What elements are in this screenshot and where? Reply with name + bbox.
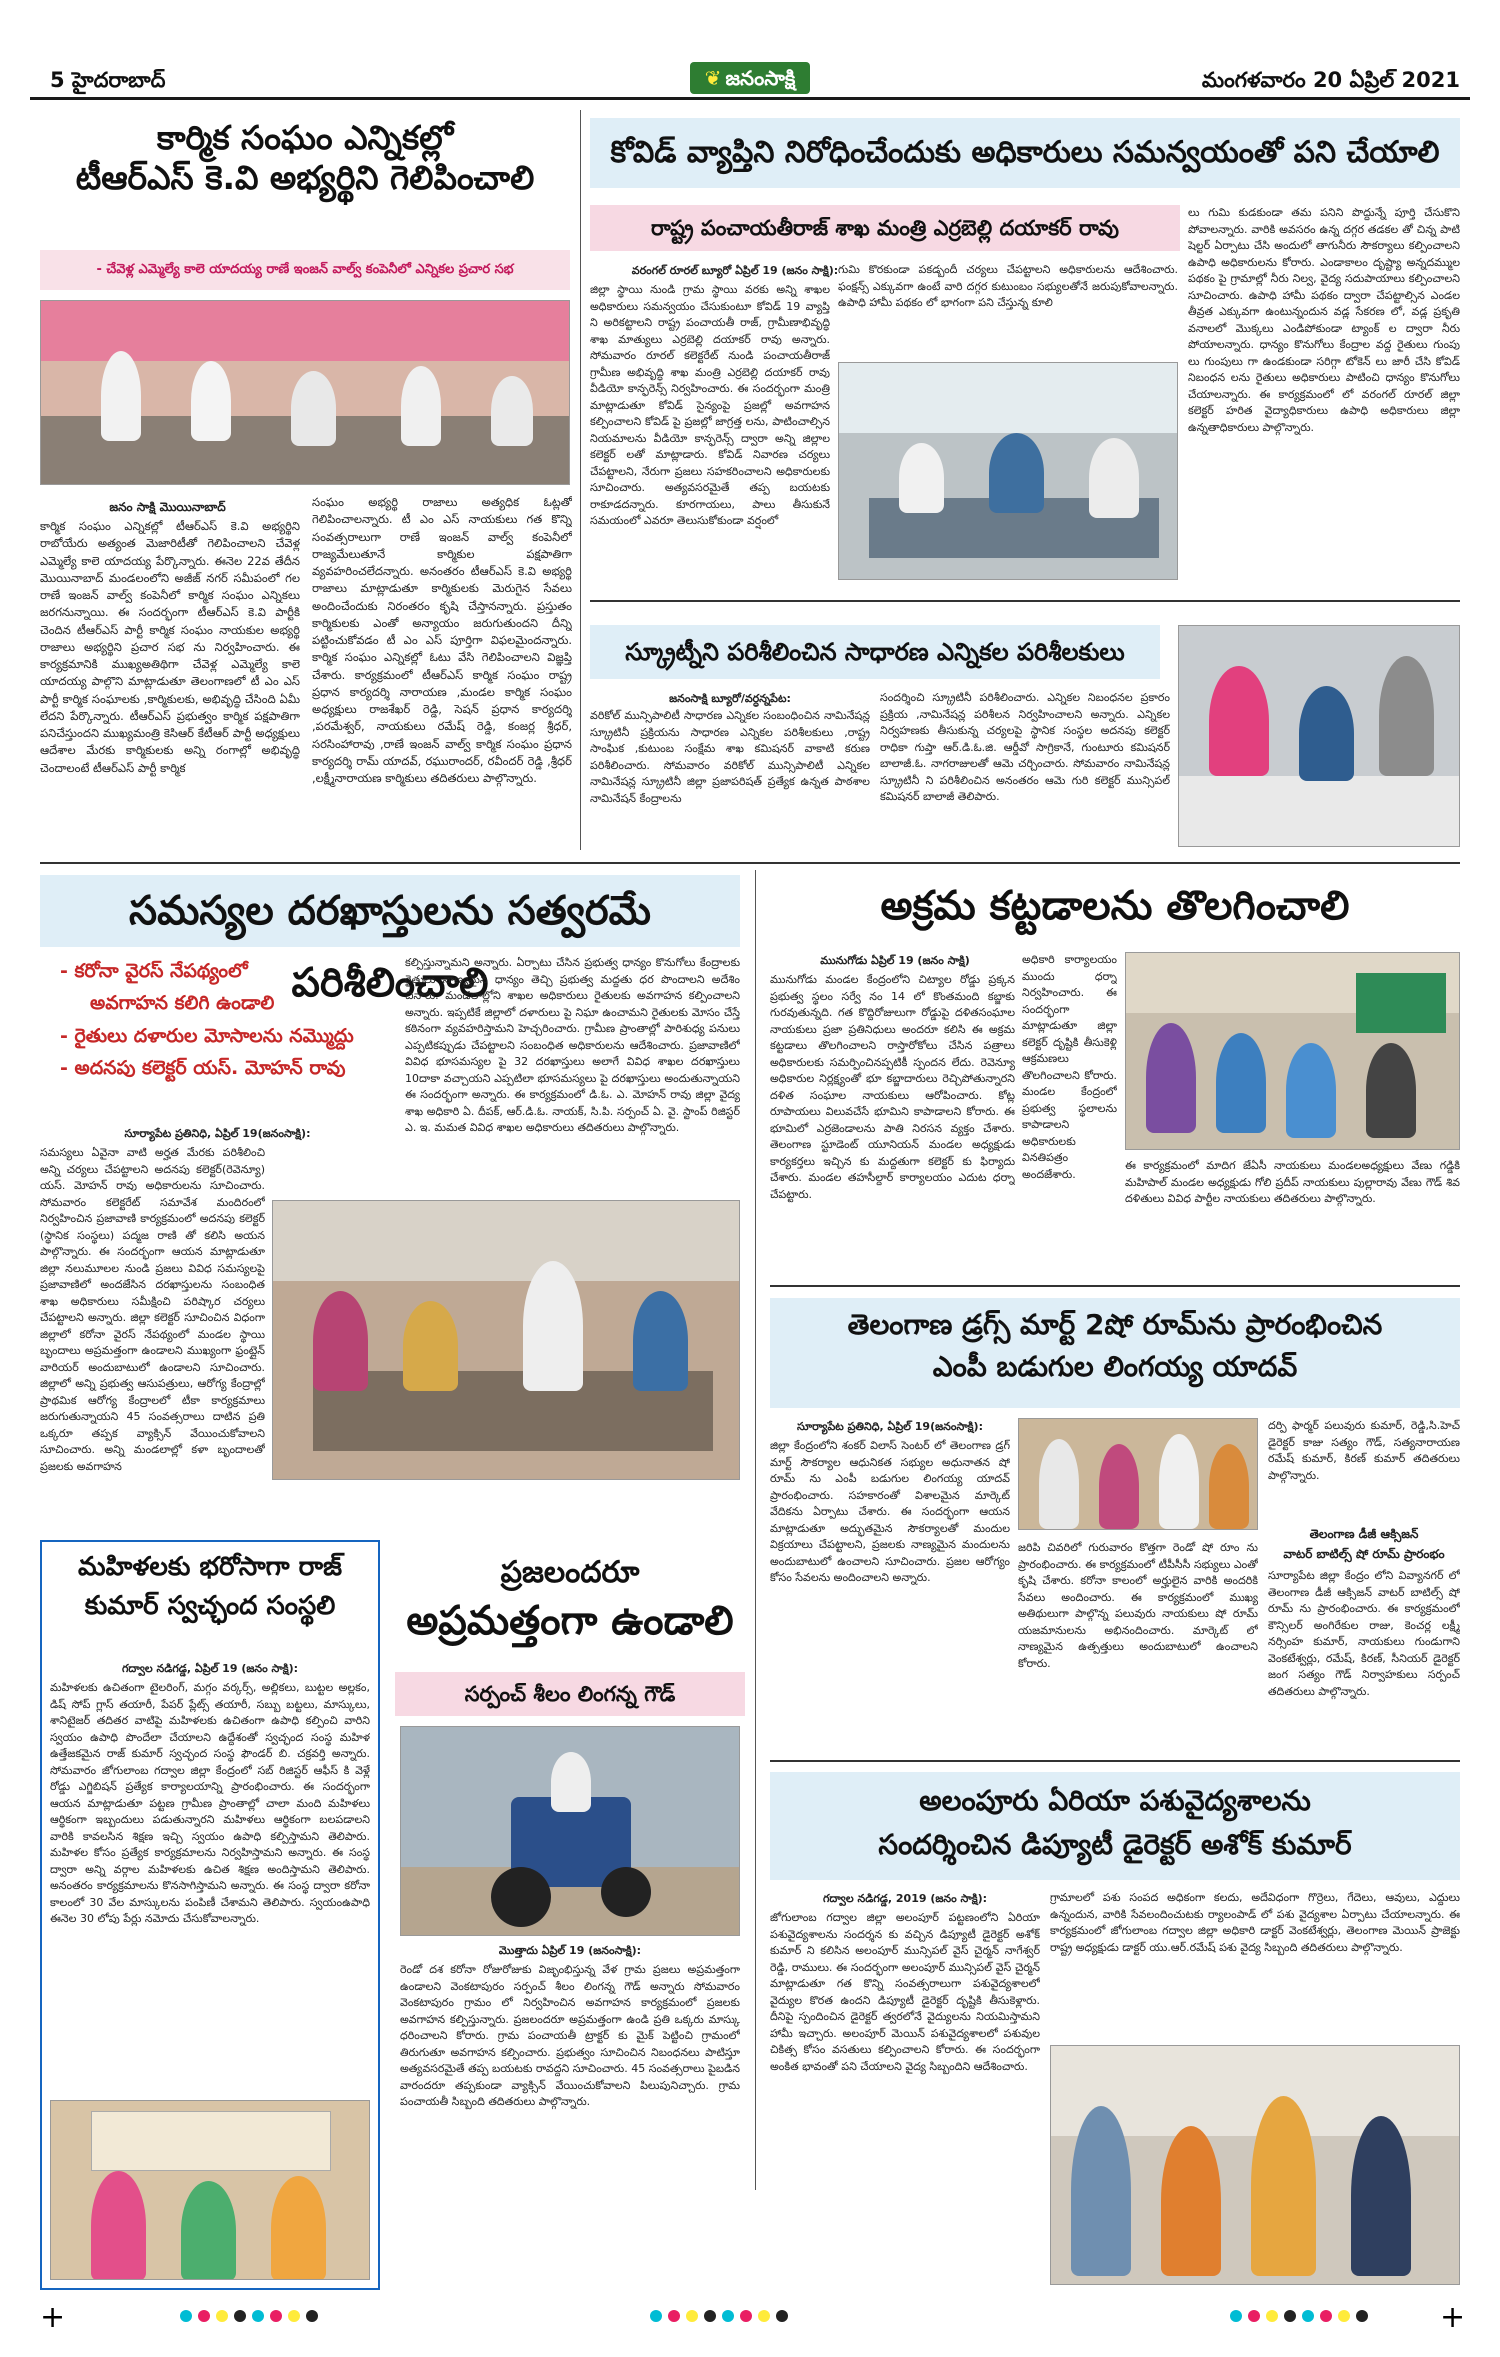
a4-photo <box>272 1200 740 1480</box>
a2-dateline: వరంగల్ రూరల్ బ్యూరో ఏప్రిల్ 19 (జనం సాక్షి): <box>631 264 839 277</box>
logo-text: జనంసాక్షి <box>725 66 796 90</box>
a6-title-line1: తెలంగాణ డ్రగ్స్ మార్ట్ 2షో రూమ్‌ను ప్రారంభించిన <box>847 1308 1383 1341</box>
a3-body-right: సందర్శించి స్క్రూటినీ పరిశీలించారు. ఎన్నికల నిబంధనల ప్రకారం ప్రక్రియ ,నామినేషన్ల పరిశీలన నిర్వహించాలని అన్నారు. ఎన్నికల నిర్వహణకు తీసుకున్న చర్యలపై స్థానిక సంస్థల అదనపు కలెక్టర్ రాధికా గుప్తా ఆర్.డి.ఓ.జి. ఆర్డీవో సాగ్రికానే, గుంటూరు కమిషనర్ బాలాజీ.ఓ. నాగరాజులతో ఆమె చర్చించారు. సోమవారం నామినేషన్ల స్క్రూటినీ ని పరిశీలించిన అనంతరం ఆమె గురి కలెక్టర్ మున్సిపల్ కమిషనర్ బాలాజీ తెలిపారు. <box>880 691 1170 803</box>
a9-dateline: గద్వాల నడిగడ్డ, 2019 (జనం సాక్షి): <box>822 1892 988 1905</box>
a9-photo <box>1050 2045 1460 2285</box>
a8-deck: సర్పంచ్ శీలం లింగన్న గౌడ్ <box>395 1672 745 1716</box>
a4-bullet-2: అవగాహన కలిగి ఉండాలి <box>90 992 275 1015</box>
a2-photo <box>838 362 1178 580</box>
print-registration-bar <box>30 2300 1470 2340</box>
a3-body-left: వరికోల్ మున్సిపాలిటీ సాధారణ ఎన్నికల సంబంధించిన నామినేషన్ల స్క్రూటినీ ప్రక్రియను సాధారణ ఎన్నికల పరిశీలకులు ,రాష్ట్ర సాంఘిక ,కుటుంబ సంక్షేమ శాఖ కమిషనర్ వాకాటి కరుణ పరిశీలించారు. సోమవారం వరికోల్ మున్సిపాలిటీ ఎన్నికల నామినేషన్ల స్క్రూటినీ జిల్లా ప్రజాపరిషత్ ప్రత్యేక ఉన్నత పాఠశాల నామినేషన్ కేంద్రాలను <box>590 709 870 805</box>
a7-body: మహిళలకు ఉచితంగా టైలరింగ్, మగ్గం వర్కర్స్, అల్లికలు, బుట్టల అల్లకం, డిష్ సోప్ గ్లాస్ తయారీ, పేపర్ ప్లేట్స్ తయారీ, సబ్బు బట్టలు, మాస్కులు, శానిటైజర్ తదితర వాటిపై మహిళలకు ఉచితంగా ఉపాధి కల్పించి వారిని స్వయం ఉపాధి పొందేలా చేయాలని ఉద్దేశంతో స్వచ్ఛంద సంస్థ మహిళ ఉత్తేజకమైన రాజ్ కుమార్ స్వచ్ఛంద సంస్థ ఫౌండర్ బి. చక్రవర్తి అన్నారు. సోమవారం జోగులాంబ గద్వాల జిల్లా కేంద్రంలో సబ్ రిజిస్టర్ ఆఫీస్ కి వెళ్లే రోడ్డు ఎగ్జిబిషన్ ప్రత్యేక కార్యాలయాన్ని ప్రారంభించారు. ఈ సందర్భంగా ఆయన మాట్లాడుతూ పట్టణ గ్రామీణ ప్రాంతాల్లో చాలా మంది మహిళలు ఆర్థికంగా ఇబ్బందులు పడుతున్నారని మహిళలు ఆర్థికంగా బలపడాలని వారికి కావలసిన శిక్షణ ఇచ్చి స్వయం ఉపాధి కల్పిస్తామని తెలిపారు. మహిళల కోసం ప్రత్యేక కార్యక్రమాలను నిర్వహిస్తామని అన్నారు. ఈ సంస్థ ద్వారా అన్ని వర్గాల మహిళలకు ఉచిత శిక్షణ అందిస్తామని తెలిపారు. అనంతరం కార్యక్రమాలను కొనసాగిస్తామని అన్నారు. ఈ సంస్థ ద్వారా కరోనా కాలంలో 30 వేల మాస్కులను పంపిణీ చేశామని తెలిపారు. స్వయంఉపాధి ఈనెల 30 లోపు పేర్లు నమోదు చేసుకోవాలన్నారు. <box>50 1681 370 1925</box>
column-rule-2 <box>755 870 756 2190</box>
a9-title-line2: సందర్శించిన డిప్యూటీ డైరెక్టర్ అశోక్ కుమార్ <box>878 1827 1352 1861</box>
a2-body-right: లు గుమి కుడకుండా తమ పనిని పొద్దున్నే పూర్తి చేసుకొని పోవాలన్నారు. వారికి అవసరం ఉన్న దగ్గర తడకల తో చిన్న పాటి షెల్టర్ ఏర్పాటు చేసి అందులో తాగునీరు సౌకర్యాలు కల్పించాలని ఉపాధి అధికారులను కోరారు. ఎండాకాలం దృష్ట్యా అన్నదమ్ముల పథకం పై గ్రామాల్లో నీరు నిల్వ, వైద్య సదుపాయాలు కల్పించాలని సూచించారు. ఉపాధి హామీ పథకం ద్వారా చేపట్టాల్సిన ఎండల తీవ్రత ఎక్కువగా ఉంటున్నందున వడ్ల సేకరణ లో, వడ్ల ప్రకృతి వనాలలో మొక్కలు ఎండిపోకుండా ట్యాంక్ ల ద్వారా నీరు పోయాలన్నారు. ధాన్యం కొనుగోలు కేంద్రాల వద్ద రైతులు గుంపు లు గుంపులు గా ఉండకుండా సరిగ్గా టోకెన్ లు జారీ చేసి కోవిడ్ నిబంధన లను రైతులు అధికారులు పాటించి ధాన్యం కొనుగోలు చేయాలన్నారు. ఈ కార్యక్రమంలో లో వరంగల్ రూరల్ జిల్లా కలెక్టర్ హరిత వైద్యాధికారులు ఉపాధి అధికారులు జిల్లా ఉన్నతాధికారులు పాల్గొన్నారు. <box>1188 206 1460 434</box>
a5-body-right: ఈ కార్యక్రమంలో మాదిగ జేఏసీ నాయకులు మండలఅధ్యక్షులు వేణు గడ్డికి మహిపాల్ మండల అధ్యక్షుడు గోలి ప్రదీప్ నాయకులు పుల్లారావు వేణు గౌడ్ శివ దళితులు వివిధ పార్టీల నాయకులు తదితరులు పాల్గొన్నారు. <box>1125 1159 1460 1205</box>
a5-photo <box>1125 952 1460 1150</box>
a9-headline <box>770 1772 1460 1880</box>
a3-dateline: జనంసాక్షి బ్యూరో/వర్ధన్నపేట: <box>669 692 791 705</box>
a9-title-line1: అలంపూరు ఏరియా పశువైద్యశాలను <box>919 1784 1311 1817</box>
a1-dateline: జనం సాక్షి మొయినాబాద్ <box>109 500 226 514</box>
registration-mark-icon: + <box>40 2300 66 2335</box>
a7-title-line2: కుమార్ స్వచ్ఛంద సంస్థలి <box>84 1591 336 1622</box>
leaf-icon: ❦ <box>704 66 722 90</box>
section-divider-2 <box>40 862 1460 864</box>
a2-body-left: జిల్లా స్థాయి నుండి గ్రామ స్థాయి వరకు అన్ని శాఖల అధికారులు సమన్వయం చేసుకుంటూ కోవిడ్ 19 వ్యాప్తి ని అరికట్టాలని రాష్ట్ర పంచాయతీ రాజ్, గ్రామీణాభివృద్ధి శాఖ మాత్యులు ఎర్రబెల్లి దయాకర్ రావు అన్నారు. సోమవారం రూరల్ కలెక్టరేట్ నుండి పంచాయతీరాజ్ గ్రామీణ అభివృద్ధి శాఖ మంత్రి ఎర్రబెల్లి దయాకర్ రావు వీడియో కాన్ఫరెన్స్ నిర్వహించారు. ఈ సందర్భంగా మంత్రి మాట్లాడుతూ కోవిడ్ సైన్యంపై ప్రజల్లో అవగాహన కల్పించాలని కోవిడ్ పై ప్రజల్లో జాగ్రత్త లను, పాటించాల్సిన నియమాలను వీడియో కాన్ఫరెన్స్ ద్వారా అన్ని జిల్లాల కలెక్టర్ లతో మాట్లాడారు. కోవిడ్ నివారణ చర్యలు చేపట్టాలని, నేరుగా ప్రజలు సహకరించాలని అధికారులకు సూచించారు. అత్యవసరమైతే తప్ప బయటకు రాకూడదన్నారు. కూరగాయలు, పాలు తీసుకునే సమయంలో ఎవరూ తెలుసుకోకుండా వర్షంలో <box>590 283 830 527</box>
a7-headline <box>45 1552 375 1622</box>
a6-subhead-1: తెలంగాణ డీజీ ఆక్సిజన్ <box>1309 1527 1419 1541</box>
a4-headline: సమస్యల దరఖాస్తులను సత్వరమే పరిశీలించాలి <box>40 875 740 947</box>
masthead <box>30 62 1470 100</box>
section-divider <box>590 600 1460 602</box>
a1-headline <box>40 118 570 197</box>
a6-photo-1 <box>1018 1418 1258 1530</box>
a4-bullets <box>60 955 400 1125</box>
a6-title-line2: ఎంపీ బడుగుల లింగయ్య యాదవ్ <box>932 1349 1298 1383</box>
a8-photo <box>400 1726 740 1936</box>
a1-title-line2: టీఆర్ఎస్ కె.వి అభ్యర్థిని గెలిపించాలి <box>75 157 535 197</box>
a5-headline: అక్రమ కట్టడాలను తొలగించాలి <box>880 883 1350 929</box>
a3-photo <box>1178 625 1460 847</box>
a4-dateline: సూర్యాపేట ప్రతినిధి, ఏప్రిల్ 19(జనంసాక్షి): <box>124 1127 311 1140</box>
registration-mark-icon: + <box>1440 2300 1466 2335</box>
a5-dateline: మునుగోడు ఏప్రిల్ 19 (జనం సాక్షి) <box>820 954 970 967</box>
a8-headline <box>395 1555 745 1645</box>
a1-photo <box>40 300 570 485</box>
a4-body-top: కల్పిస్తున్నామని అన్నారు. ఏర్పాటు చేసిన ప్రభుత్వ ధాన్యం కొనుగోలు కేంద్రాలకు రైతులు నాణ్యమైన ధాన్యం తెచ్చి ప్రభుత్వ మద్దతు ధర పొందాలని అదేశిం చినారు. మండలాల్లోని శాఖల అధికారులు రైతులకు అవగాహన కల్పించాలని అన్నారు. ఇప్పటికే జిల్లాలో దళారులు పై నిఘా ఉంచామని రైతులకు మోసం చేస్తే కఠినంగా వ్యవహరిస్తామని హెచ్చరించారు. గ్రామీణ ప్రాంతాల్లో పారిశుధ్య పనులు ఎప్పటికప్పుడు చేపట్టాలని సంబంధిత అధికారులను ఆదేశించారు. ప్రజావాణిలో వివిధ భూసమస్యల పై 32 దరఖాస్తులు అలాగే వివిధ శాఖల దరఖాస్తులు 10దాకా వచ్చాయని ఎప్పటిలా భూసమస్యలు పై దరఖాస్తులు అందుతున్నాయని ఈ సందర్భంగా అన్నారు. ఈ కార్యక్రమంలో డి.ఓ. ఎ. మోహన్ రావు జిల్లా వైద్య శాఖ అధికారి ఏ. దీపక్, ఆర్.డి.ఓ. నాయక్, సి.పి. సర్పంచ్ ఏ. వై. స్టాంప్ రిజిస్టర్ ఎ. ఇ. మమత వివిధ శాఖల అధికారులు తదితరులు పాల్గొన్నారు. <box>405 956 740 1134</box>
a3-headline: స్క్రూట్నీని పరిశీలించిన సాధారణ ఎన్నికల పరిశీలకులు <box>590 625 1160 679</box>
a2-body-mid: గుమి కొరకుండా పకడ్బందీ చర్యలు చేపట్టాలని అధికారులను ఆదేశించారు. ఫంక్షన్స్ ఎక్కువగా ఉంటే వారి దగ్గర కుటుంబం సభ్యులతోనే జరుపుకోవాలన్నారు. ఉపాధి హామీ పథకం లో భాగంగా పని చేస్తున్న కూలి <box>838 263 1178 309</box>
page-number-city: 5 హైదరాబాద్ <box>50 68 166 92</box>
a5-body-left: మునుగోడు మండల కేంద్రంలోని చిట్యాల రోడ్డు ప్రక్కన ప్రభుత్వ స్థలం సర్వే నం 14 లో కొంతమంది కబ్జాకు గురవుతున్నది. గత కొద్దిరోజులుగా రోడ్డుపై దళితసంఘాల నాయకులు ప్రజా ప్రతినిధులు అందరూ కలిసి ఈ అక్రమ కట్టడాలు తొలగించాలని రాస్తారోకోలు చేసిన పత్రాలు అధికారులకు సమర్పించినప్పటికీ స్పందన లేదు. రెవెన్యూ అధికారుల నిర్లక్ష్యంతో భూ కబ్జాదారులు రెచ్చిపోతున్నారని దళిత సంఘాల నాయకులు ఆరోపించారు. కోట్ల రూపాయలు విలువచేసే భూమిని కాపాడాలని కోరారు. ఈ భూమిలో ఎర్రజెండాలను పాతి నిరసన వ్యక్తం చేశారు. తెలంగాణ స్టూడెంట్ యూనియన్ మండల అధ్యక్షుడు కార్యకర్తలు ఇచ్చిన కు మద్దతుగా కలెక్టర్ కు ఫిర్యాదు చేశారు. మండల తహసీల్దార్ కార్యాలయం ఎదుట ధర్నా చేపట్టారు. <box>770 973 1015 1201</box>
a4-bullet-3: - రైతులు దళారుల మోసాలను నమ్మొద్దు <box>60 1024 354 1047</box>
a6-body-sub-right: సూర్యాపేట జిల్లా కేంద్రం లోని వివ్యానగర్ లో తెలంగాణ డీజీ ఆక్సిజన్ వాటర్ బాటిల్స్ షో రూమ్ ను ప్రారంభించారు. ఈ కార్యక్రమంలో కౌన్సిలర్ అంగిరేకుల రాజు, కెంచర్ల లక్ష్మీ నర్సింహ కుమార్, నాయకులు గుండుగాని వెంకటేశ్వర్లు, రమేష్, కిరణ్, సీనియర్ డైరెక్టర్ జంగ సత్యం గౌడ్ నిర్వాహకులు సర్పంచ్ తదితరులు పాల్గొన్నారు. <box>1268 1569 1460 1698</box>
a4-body-left: సమస్యలు ఏవైనా వాటి అర్హత మేరకు పరిశీలించి అన్ని చర్యలు చేపట్టాలని అదనపు కలెక్టర్(రెవెన్యూ) యస్. మోహన్ రావు అధికారులను సూచించారు. సోమవారం కలెక్టరేట్ సమావేశ మందిరంలో నిర్వహించిన ప్రజావాణి కార్యక్రమంలో అదనపు కలెక్టర్ (స్థానిక సంస్థలు) పద్మజ రాణి తో కలిసి అయన పాల్గొన్నారు. ఈ సందర్భంగా ఆయన మాట్లాడుతూ జిల్లా నలుమూలల నుండి ప్రజలు వివిధ సమస్యలపై ప్రజావాణిలో అందజేసిన దరఖాస్తులను సంబంధిత శాఖ అధికారులు సమీక్షించి పరిష్కార చర్యలు చేపట్టాలని అన్నారు. జిల్లా కలెక్టర్ సూచించిన విధంగా జిల్లాలో కరోనా వైరస్ నేపథ్యంలో మండల స్థాయి బృందాలు అప్రమత్తంగా ఉండాలని ముఖ్యంగా ఫ్రంట్లైన్ వారియర్ అందుబాటులో ఉండాలని సూచించారు. జిల్లాలో అన్ని ప్రభుత్వ ఆసుపత్రులు, ఆరోగ్య కేంద్రాల్లో ప్రాథమిక ఆరోగ్య కేంద్రాలలో టీకా కార్యక్రమాలు జరుగుతున్నాయని 45 సంవత్సరాలు దాటిన ప్రతి ఒక్కరూ తప్పక వ్యాక్సిన్ వేయించుకోవాలని సూచించారు. అన్ని మండలాల్లో కళా బృందాలతో ప్రజలకు అవగాహన <box>40 1146 265 1473</box>
a6-dateline: సూర్యాపేట ప్రతినిధి, ఏప్రిల్ 19(జనంసాక్షి): <box>797 1420 983 1433</box>
a6-headline <box>770 1298 1460 1408</box>
a6-body-right: దర్పి ఫార్మర్ పలువురు కుమార్, రెడ్డి,సి.హెచ్ డైరెక్టర్ కాజు సత్యం గౌడ్, సత్యనారాయణ రమేష్ కుమార్, కిరణ్ కుమార్ తదితరులు పాల్గొన్నారు. <box>1268 1419 1460 1482</box>
a6-body-left: జిల్లా కేంద్రంలోని శంకర్ విలాస్ సెంటర్ లో తెలంగాణ డ్రగ్ మార్ట్ సౌకర్యాల ఆధునికత సభ్యుల అధునాతన షో రూమ్ ను ఎంపీ బడుగుల లింగయ్య యాదవ్ ప్రారంభించారు. సహకారంతో విశాలమైన మార్కెట్ వేదికను ఏర్పాటు చేశారు. ఈ సందర్భంగా ఆయన మాట్లాడుతూ అద్భుతమైన సౌకర్యాలతో మందుల విక్రయాలు చేపట్టాలని, ప్రజలకు నాణ్యమైన మందులను అందుబాటులో ఉంచాలని సూచించారు. ప్రజల ఆరోగ్యం కోసం సేవలను అందించాలని అన్నారు. <box>770 1439 1010 1584</box>
a9-body-right: గ్రామాలలో పశు సంపద అధికంగా కలదు, అదేవిధంగా గొర్రెలు, గేదెలు, ఆవులు, ఎద్దులు ఉన్నందున, వారికి సేవలందించుటకు ర్యాలంపాడ్ లో పశు వైద్యశాల ఏర్పాటు చేయాలన్నారు. ఈ కార్యక్రమంలో జోగులాంబ గద్వాల జిల్లా అధికారి డాక్టర్ వెంకటేశ్వర్లు, తెలంగాణ మెయిన్ ప్రాజెక్టు రాష్ట్ర అధ్యక్షుడు డాక్టర్ యు.ఆర్.రమేష్ పశు వైద్య సిబ్బంది తదితరులు పాల్గొన్నారు. <box>1050 1891 1460 1954</box>
a6-subhead-2: వాటర్ బాటిల్స్ షో రూమ్ ప్రారంభం <box>1283 1547 1445 1561</box>
a7-title-line1: మహిళలకు భరోసాగా రాజ్ <box>77 1552 342 1582</box>
a8-dateline: మొత్తాదు ఏప్రిల్ 19 (జనంసాక్షి): <box>498 1944 642 1957</box>
a4-bullet-1: - కరోనా వైరస్ నేపథ్యంలో <box>60 960 248 982</box>
a1-title-line1: కార్మిక సంఘం ఎన్నికల్లో <box>156 118 454 157</box>
a8-title-line2: అప్రమత్తంగా ఉండాలి <box>406 1598 734 1644</box>
issue-date: మంగళవారం 20 ఏప్రిల్ 2021 <box>1201 68 1460 92</box>
a4-bullet-4: - అదనపు కలెక్టర్ యస్. మోహన్ రావు <box>60 1056 346 1079</box>
a1-subhead: - చేవెళ్ల ఎమ్మెల్యే కాలె యాదయ్య రాణే ఇంజన్ వాల్వ్ కంపెనీలో ఎన్నికల ప్రచార సభ <box>40 250 570 290</box>
a1-body-left: కార్మిక సంఘం ఎన్నికల్లో టీఆర్ఎస్ కె.వి అభ్యర్థిని రాబోయేరు అత్యంత మెజారిటీతో గెలిపించాలని చేవెళ్ల ఎమ్మెల్యే కాలె యాదయ్య పేర్కొన్నారు. ఈనెల 22వ తేదీన మొయినాబాద్ మండలంలోని అజీజ్ నగర్ సమీపంలో గల రాణే ఇంజన్ వాల్వ్ కంపెనీలో కార్మిక సంఘం ఎన్నికలు జరగనున్నాయి. ఈ సందర్భంగా టీఆర్ఎస్ కె.వి పార్టీకి చెందిన టీఆర్ఎస్ పార్టీ కార్మిక సంఘం నాయకుల అభ్యర్థి రాజాలు అభ్యర్థిని ప్రచార సభ ను నిర్వహించారు. ఈ కార్యక్రమానికి ముఖ్యఅతిథిగా చేవెళ్ల ఎమ్మెల్యే కాలె యాదయ్య పాల్గొని మాట్లాడుతూ తెలంగాణలో టీ ఎం ఎస్ పార్టీ కార్మిక సంఘాలకు ,కార్మికులకు, అభివృద్ధి చేసింది ఏమీ లేదని పేర్కొన్నారు. టీఆర్ఎస్ ప్రభుత్వం కార్మిక పక్షపాతిగా పనిచేస్తుందని ముఖ్యమంత్రి కెసిఆర్ కేటీఆర్ పార్టీ అధ్యక్షులు ఆదేశాల మేరకు కార్మికులకు అన్ని రంగాల్లో అభివృద్ధి చెందాలంటే టీఆర్ఎస్ పార్టీ కార్మిక <box>40 519 300 775</box>
column-rule <box>580 110 581 850</box>
a1-body-right: సంఘం అభ్యర్థి రాజాలు అత్యధిక ఓట్లతో గెలిపించాలన్నారు. టీ ఎం ఎస్ నాయకులు గత కొన్ని సంవత్సరాలుగా రాణే ఇంజన్ వాల్వ్ కంపెనీలో రాజ్యమేలుతూనే కార్మికుల పక్షపాతిగా వ్యవహరించలేదన్నారు. అనంతరం టీఆర్ఎస్ కె.వి అభ్యర్థి రాజాలు మాట్లాడుతూ కార్మికులకు మెరుగైన సేవలు అందించేందుకు నిరంతరం కృషి చేస్తానన్నారు. ప్రస్తుతం కార్మికులకు ఎంతో అన్యాయం జరుగుతుందని దీన్ని పట్టించుకోవడం టీ ఎం ఎస్ పూర్తిగా విఫలమైందన్నారు. కార్మిక సంఘం ఎన్నికల్లో ఓటు వేసి గెలిపించాలని విజ్ఞప్తి చేశారు. కార్యక్రమంలో టీఆర్ఎస్ కార్మిక సంఘం రాష్ట్ర ప్రధాన కార్యదర్శి నారాయణ ,మండల కార్మిక సంఘం అధ్యక్షులు రాజశేఖర్ రెడ్డి, సెషన్ ప్రధాన కార్యదర్శి ,పరమేశ్వర్, నాయకులు రమేష్ రెడ్డి, కంజర్ల శ్రీధర్, సరసింహారావు ,రాణే ఇంజన్ వాల్వ్ కార్మిక సంఘం ప్రధాన కార్యదర్శి రామ్ యాదవ్, రఘురాందర్, రవీందర్ రెడ్డి ,శ్రీధర్ ,లక్ష్మీనారాయణ కార్మికులు తదితరులు పాల్గొన్నారు. <box>312 495 572 785</box>
section-divider-4 <box>770 1760 1460 1762</box>
section-divider-3 <box>770 1285 1460 1287</box>
a7-photo <box>50 2100 370 2280</box>
a2-headline: కోవిడ్ వ్యాప్తిని నిరోధించేందుకు అధికారులు సమన్వయంతో పని చేయాలి <box>590 118 1460 188</box>
a6-body-sub-left: జరిపి చివరిలో గురువారం కొత్తగా రెండో షో రూం ను ప్రారంభించారు. ఈ కార్యక్రమంలో టీపీసీసీ సభ్యులు ఎంతో కృషి చేశారు. కరోనా కాలంలో అర్హులైన వారికి అందరికి సేవలు అందించారు. ఈ కార్యక్రమంలో ముఖ్య అతిథులుగా పాల్గొన్న పలువురు నాయకులు షో రూమ్ యజమానులను అభినందించారు. మార్కెట్ లో నాణ్యమైన ఉత్పత్తులు అందుబాటులో ఉంచాలని కోరారు. <box>1018 1541 1258 1670</box>
a8-title-line1: ప్రజలందరూ <box>500 1555 640 1590</box>
a7-dateline: గద్వాల నడిగడ్డ, ఏప్రిల్ 19 (జనం సాక్షి): <box>121 1662 299 1675</box>
a5-body-mid: అధికారి కార్యాలయం ముందు ధర్నా నిర్వహించారు. ఈ సందర్భంగా మాట్లాడుతూ జిల్లా కలెక్టర్ దృష్టికి తీసుకెళ్లి ఆక్రమణలు తొలగించాలని కోరారు. మండల కేంద్రంలో ప్రభుత్వ స్థలాలను కాపాడాలని అధికారులకు వినతిపత్రం అందజేశారు. <box>1022 953 1117 1181</box>
newspaper-logo <box>690 62 810 94</box>
a9-body-left: జోగులాంబ గద్వాల జిల్లా అలంపూర్ పట్టణంలోని ఏరియా పశువైద్యశాలను సందర్శన కు వచ్చిన డిప్యూటీ డైరెక్టర్ అశోక్ కుమార్ ని కలిసిన అలంపూర్ మున్సిపల్ వైస్ చైర్మన్ నాగేశ్వర్ రెడ్డి, రాములు. ఈ సందర్భంగా అలంపూర్ మున్సిపల్ వైస్ చైర్మన్ మాట్లాడుతూ గత కొన్ని సంవత్సరాలుగా పశువైద్యశాలలో వైద్యుల కొరత ఉందని డిప్యూటీ డైరెక్టర్ దృష్టికి తీసుకెళ్లారు. దీనిపై స్పందించిన డైరెక్టర్ త్వరలోనే వైద్యులను నియమిస్తామని హామీ ఇచ్చారు. అలంపూర్ మెయిన్ పశువైద్యశాలలో పశువుల చికిత్స కోసం వసతులు కల్పించాలని కోరారు. ఈ సందర్భంగా అంకిత భావంతో పని చేయాలని వైద్య సిబ్బందిని ఆదేశించారు. <box>770 1911 1040 2073</box>
a2-deck: రాష్ట్ర పంచాయతీరాజ్ శాఖ మంత్రి ఎర్రబెల్లి దయాకర్ రావు <box>590 205 1180 251</box>
a8-body: రెండో దశ కరోనా రోజురోజుకు విజృంభిస్తున్న వేళ గ్రామ ప్రజలు అప్రమత్తంగా ఉండాలని వెంకటాపురం సర్పంచ్ శీలం లింగన్న గౌడ్ అన్నారు సోమవారం వెంకటాపురం గ్రామం లో నిర్వహించిన అవగాహన కార్యక్రమంలో ప్రజలకు అవగాహన కల్పిస్తున్నారు. ప్రజలందరూ అప్రమత్తంగా ఉండి ప్రతి ఒక్కరు మాస్కు ధరించాలని కోరారు. గ్రామ పంచాయతీ ట్రాక్టర్ కు మైక్ పెట్టించి గ్రామంలో తిరుగుతూ అవగాహన కల్పించారు. ప్రభుత్వం సూచించిన నిబంధనలు పాటిస్తూ అత్యవసరమైతే తప్ప బయటకు రావద్దని సూచించారు. 45 సంవత్సరాలు పైబడిన వారందరూ తప్పకుండా వ్యాక్సిన్ వేయించుకోవాలని పిలుపునిచ్చారు. గ్రామ పంచాయతీ సిబ్బంది తదితరులు పాల్గొన్నారు. <box>400 1963 740 2108</box>
